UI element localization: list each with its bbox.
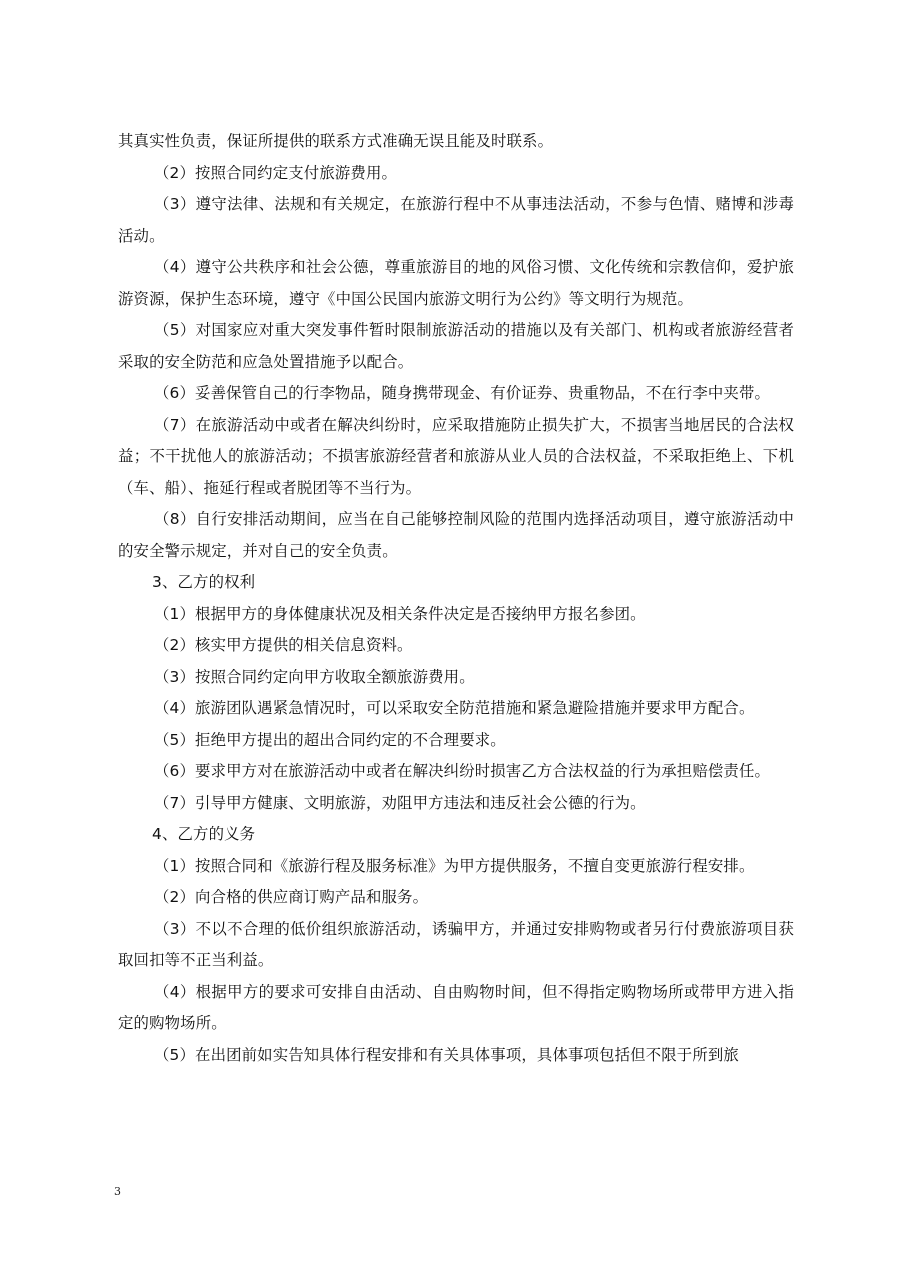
page-number: 3 [114,1185,121,1198]
rights-item-1: （1）根据甲方的身体健康状况及相关条件决定是否接纳甲方报名参团。 [154,604,646,623]
obligations-item-5: （5）在出团前如实告知具体行程安排和有关具体事项，具体事项包括但不限于所到旅 [154,1045,739,1064]
paragraph-item-8: （8）自行安排活动期间，应当在自己能够控制风险的范围内选择活动项目，遵守旅游活动中的安全警示规定，并对自己的安全负责。 [118,510,794,560]
paragraph-item-7: （7）在旅游活动中或者在解决纠纷时，应采取措施防止损失扩大，不损害当地居民的合法权益；不干扰他人的旅游活动；不损害旅游经营者和旅游从业人员的合法权益，不采取拒绝上、下机（车、船）、拖延行程或者脱团等不当行为。 [118,415,794,497]
obligations-item-4: （4）根据甲方的要求可安排自由活动、自由购物时间，但不得指定购物场所或带甲方进入指定的购物场所。 [118,982,794,1032]
obligations-item-2: （2）向合格的供应商订购产品和服务。 [154,888,429,906]
section-heading-party-b-rights: 3、乙方的权利 [152,573,256,591]
document-body [118,126,794,1071]
obligations-item-1: （1）按照合同和《旅游行程及服务标准》为甲方提供服务，不擅自变更旅游行程安排。 [154,856,755,875]
rights-item-6: （6）要求甲方对在旅游活动中或者在解决纠纷时损害乙方合法权益的行为承担赔偿责任。 [154,762,771,780]
rights-item-3: （3）按照合同约定向甲方收取全额旅游费用。 [154,667,475,686]
paragraph-item-6: （6）妥善保管自己的行李物品，随身携带现金、有价证券、贵重物品，不在行李中夹带。 [154,384,771,402]
paragraph-item-5: （5）对国家应对重大突发事件暂时限制旅游活动的措施以及有关部门、机构或者旅游经营者采取的安全防范和应急处置措施予以配合。 [118,321,794,371]
obligations-item-3: （3）不以不合理的低价组织旅游活动，诱骗甲方，并通过安排购物或者另行付费旅游项目获取回扣等不正当利益。 [118,919,794,969]
paragraph-item-3: （3）遵守法律、法规和有关规定，在旅游行程中不从事违法活动，不参与色情、赌博和涉毒活动。 [118,195,794,245]
rights-item-4: （4）旅游团队遇紧急情况时，可以采取安全防范措施和紧急避险措施并要求甲方配合。 [154,699,755,717]
rights-item-7: （7）引导甲方健康、文明旅游，劝阻甲方违法和违反社会公德的行为。 [154,793,646,812]
rights-item-2: （2）核实甲方提供的相关信息资料。 [154,636,413,654]
paragraph-item-4: （4）遵守公共秩序和社会公德，尊重旅游目的地的风俗习惯、文化传统和宗教信仰，爱护旅游资源，保护生态环境，遵守《中国公民国内旅游文明行为公约》等文明行为规范。 [118,258,794,308]
paragraph-item-2: （2）按照合同约定支付旅游费用。 [154,163,398,182]
section-heading-party-b-obligations: 4、乙方的义务 [152,825,256,843]
paragraph-continuation: 其真实性负责，保证所提供的联系方式准确无误且能及时联系。 [118,132,554,150]
rights-item-5: （5）拒绝甲方提出的超出合同约定的不合理要求。 [154,730,506,749]
